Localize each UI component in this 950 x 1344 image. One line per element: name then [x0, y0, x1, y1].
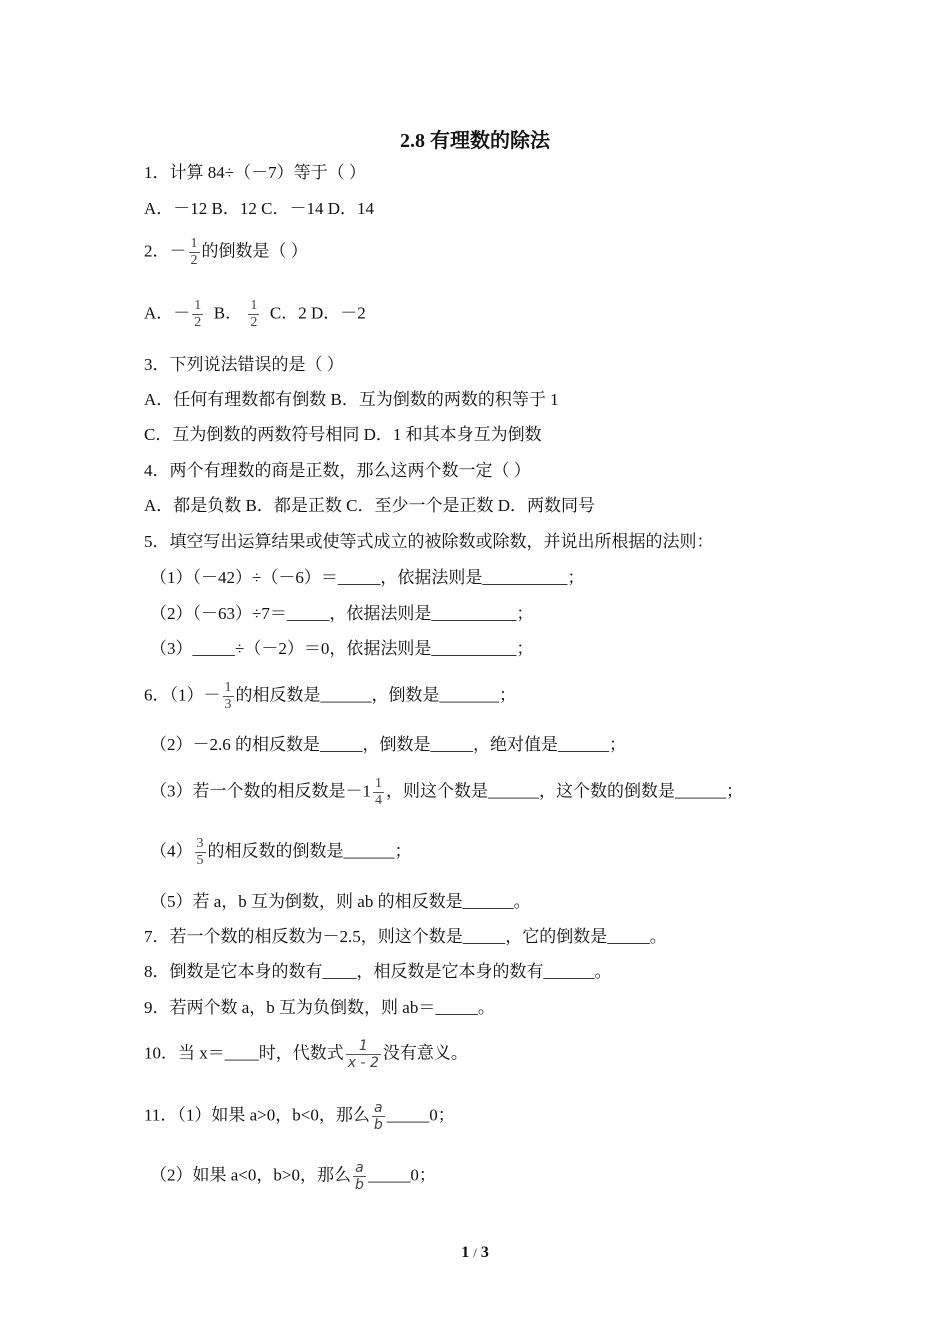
- question-3-options-1: A．任何有理数都有倒数 B．互为倒数的两数的积等于 1: [144, 390, 559, 409]
- fraction-denominator: x - 2: [347, 1055, 379, 1071]
- q10-prefix: 10．当 x＝____时，代数式: [144, 1043, 344, 1063]
- page-separator: /: [473, 1245, 477, 1260]
- question-3-stem: 3．下列说法错误的是（ ）: [144, 355, 344, 374]
- q6-p3-prefix: （3）若一个数的相反数是－1: [150, 781, 371, 801]
- fraction-numerator: 1: [224, 680, 232, 695]
- question-2-options: [144, 298, 366, 331]
- fraction: [189, 236, 200, 269]
- question-7: 7．若一个数的相反数为－2.5，则这个数是_____，它的倒数是_____。: [144, 927, 667, 946]
- q6-p3-suffix: ，则这个数是______，这个数的倒数是______；: [386, 781, 743, 801]
- fraction-denominator: b: [373, 1117, 383, 1133]
- q11-p2-suffix: _____0；: [367, 1165, 436, 1185]
- question-5-part-1: （1）（－42）÷（－6）＝_____，依据法则是__________；: [150, 568, 585, 587]
- q2-option-b: B．: [213, 303, 243, 323]
- fraction: [223, 680, 234, 713]
- fraction: [195, 836, 206, 869]
- q10-suffix: 没有意义。: [382, 1043, 468, 1063]
- fraction-numerator: 1: [250, 298, 258, 313]
- fraction-denominator: 4: [375, 793, 382, 808]
- fraction-denominator: 2: [194, 315, 202, 330]
- question-6-part-4: [150, 836, 412, 869]
- question-4-stem: 4．两个有理数的商是正数，那么这两个数一定（ ）: [144, 461, 531, 480]
- fraction-numerator: 3: [196, 836, 204, 851]
- fraction-denominator: 3: [224, 697, 232, 712]
- fraction-numerator: 1: [358, 1038, 368, 1054]
- question-11-part-2: [150, 1160, 436, 1193]
- q6-p4-suffix: 的相反数的倒数是______；: [207, 841, 412, 861]
- q11-p1-prefix: 11．（1）如果 a>0，b<0，那么: [144, 1105, 370, 1125]
- question-3-options-2: C．互为倒数的两数符号相同 D．1 和其本身互为倒数: [144, 425, 542, 444]
- fraction-numerator: 1: [190, 236, 198, 251]
- page-number: [0, 1244, 950, 1262]
- fraction-numerator: 1: [194, 298, 202, 313]
- question-8: 8．倒数是它本身的数有____，相反数是它本身的数有______。: [144, 962, 612, 981]
- fraction: [353, 1160, 366, 1193]
- question-10: [144, 1038, 468, 1071]
- fraction-denominator: 2: [250, 315, 258, 330]
- fraction-denominator: b: [354, 1177, 364, 1193]
- fraction-numerator: a: [355, 1160, 364, 1176]
- fraction-denominator: 5: [196, 853, 204, 868]
- question-6-part-3: [150, 776, 743, 809]
- fraction-numerator: a: [373, 1100, 383, 1116]
- question-5-part-3: （3）_____÷（－2）＝0，依据法则是__________；: [150, 639, 534, 658]
- q2-prefix: 2．－: [144, 241, 187, 261]
- question-5-stem: 5．填空写出运算结果或使等式成立的被除数或除数，并说出所根据的法则：: [144, 532, 714, 551]
- question-1-stem: 1．计算 84÷（－7）等于（ ）: [144, 163, 366, 182]
- page-total: 3: [480, 1244, 489, 1261]
- question-9: 9．若两个数 a，b 互为负倒数，则 ab＝_____。: [144, 998, 495, 1017]
- page-current: 1: [461, 1244, 470, 1261]
- q6-p1-suffix: 的相反数是______，倒数是_______；: [235, 685, 516, 705]
- fraction: [372, 1100, 385, 1133]
- page-title: 2.8 有理数的除法: [400, 130, 550, 152]
- q2-option-rest: C．2 D．－2: [269, 303, 366, 323]
- question-1-options: A．－12 B．12 C．－14 D．14: [144, 199, 374, 218]
- fraction: [346, 1038, 381, 1071]
- fraction: [192, 298, 203, 331]
- question-6-part-5: （5）若 a，b 互为倒数，则 ab 的相反数是______。: [150, 892, 531, 911]
- question-6-part-1: [144, 680, 516, 713]
- question-2-stem: [144, 236, 308, 269]
- fraction: [373, 776, 384, 809]
- question-11-part-1: [144, 1100, 455, 1133]
- fraction-numerator: 1: [375, 776, 382, 791]
- q2-option-a: A．－: [144, 303, 191, 323]
- fraction: [248, 298, 259, 331]
- q6-p1-prefix: 6．（1）－: [144, 685, 221, 705]
- q6-p4-prefix: （4）: [150, 841, 193, 861]
- fraction-denominator: 2: [190, 253, 198, 268]
- q11-p2-prefix: （2）如果 a<0，b>0，那么: [150, 1165, 351, 1185]
- question-5-part-2: （2）（－63）÷7＝_____，依据法则是__________；: [150, 604, 534, 623]
- q2-suffix: 的倒数是（ ）: [201, 241, 308, 261]
- q11-p1-suffix: _____0；: [386, 1105, 455, 1125]
- question-4-options: A．都是负数 B．都是正数 C．至少一个是正数 D．两数同号: [144, 496, 595, 515]
- question-6-part-2: （2）－2.6 的相反数是_____，倒数是_____，绝对值是______；: [150, 735, 626, 754]
